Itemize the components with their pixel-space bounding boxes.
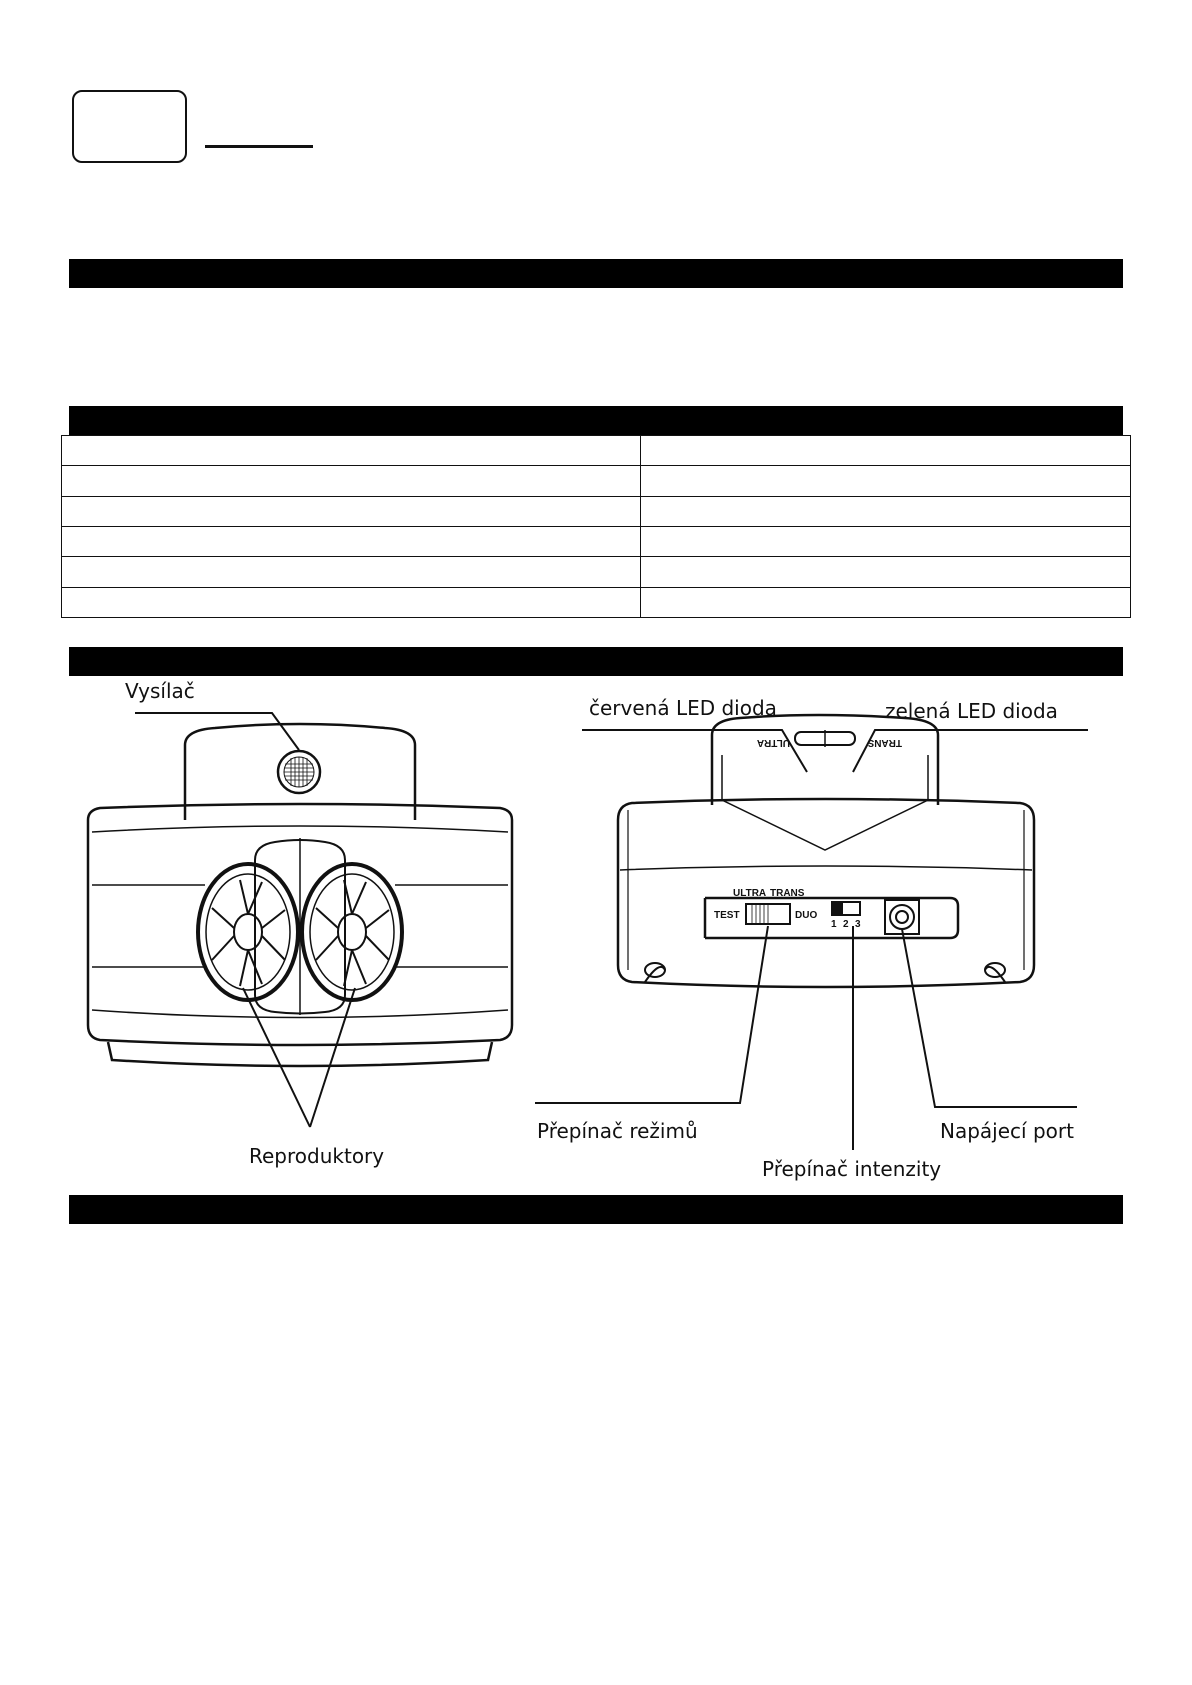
section-header-bar-1 bbox=[69, 259, 1123, 288]
table-cell bbox=[641, 466, 1131, 496]
right-speaker-icon bbox=[302, 864, 402, 1000]
table-row bbox=[62, 496, 1131, 526]
table-cell bbox=[62, 526, 641, 556]
back-view bbox=[618, 715, 1034, 987]
table-cell bbox=[641, 436, 1131, 466]
svg-text:TEST: TEST bbox=[714, 910, 740, 921]
table-cell bbox=[641, 557, 1131, 587]
power-port-icon bbox=[885, 900, 919, 934]
table-cell bbox=[641, 526, 1131, 556]
marking-ultra: ULTRA bbox=[756, 737, 790, 748]
svg-text:ULTRA: ULTRA bbox=[733, 888, 767, 899]
svg-text:TRANS: TRANS bbox=[770, 888, 805, 899]
mode-switch bbox=[714, 888, 817, 924]
label-intensity-switch: Přepínač intenzity bbox=[762, 1157, 942, 1181]
table-row bbox=[62, 587, 1131, 617]
table-cell bbox=[62, 496, 641, 526]
table-row bbox=[62, 436, 1131, 466]
svg-text:2: 2 bbox=[843, 919, 849, 930]
left-speaker-icon bbox=[198, 864, 298, 1000]
svg-text:1: 1 bbox=[831, 919, 837, 930]
table-cell bbox=[62, 587, 641, 617]
table-cell bbox=[641, 496, 1131, 526]
table-cell bbox=[62, 436, 641, 466]
table-row bbox=[62, 557, 1131, 587]
svg-text:DUO: DUO bbox=[795, 910, 818, 921]
table-row bbox=[62, 466, 1131, 496]
section-header-bar-2 bbox=[69, 406, 1123, 435]
intensity-switch bbox=[831, 902, 861, 930]
front-view bbox=[88, 724, 512, 1066]
label-red-led: červená LED dioda bbox=[589, 696, 777, 720]
table-row bbox=[62, 526, 1131, 556]
language-code-box bbox=[72, 90, 187, 163]
table-cell bbox=[62, 466, 641, 496]
marking-trans: TRANS bbox=[867, 737, 902, 748]
table-cell bbox=[62, 557, 641, 587]
label-green-led: zelená LED dioda bbox=[885, 699, 1058, 723]
section-header-bar-4 bbox=[69, 1195, 1123, 1224]
table-cell bbox=[641, 587, 1131, 617]
device-diagram bbox=[0, 670, 1192, 1200]
label-power-port: Napájecí port bbox=[940, 1119, 1074, 1143]
title-underline bbox=[205, 145, 313, 148]
specifications-table bbox=[61, 435, 1131, 618]
label-mode-switch: Přepínač režimů bbox=[537, 1119, 698, 1143]
label-emitter: Vysílač bbox=[125, 679, 195, 703]
label-speakers: Reproduktory bbox=[249, 1144, 385, 1168]
svg-text:3: 3 bbox=[855, 919, 861, 930]
